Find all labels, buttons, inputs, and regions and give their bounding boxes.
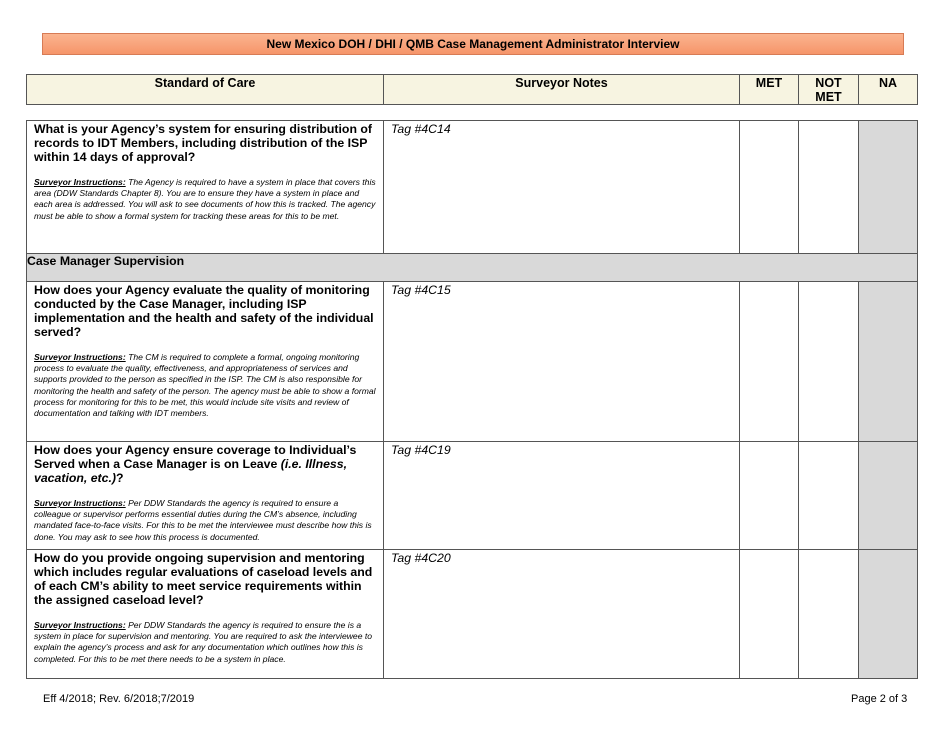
question-text: How do you provide ongoing supervision and mentoring which includes regular evaluations of caseload levels and of each CM’s ability to meet service requirements within the assigned caseload level?: [34, 551, 373, 607]
na-cell[interactable]: [859, 121, 918, 254]
met-cell[interactable]: [740, 550, 799, 679]
standard-cell: [27, 121, 384, 254]
interview-table: [26, 120, 918, 679]
header-not-met: NOT MET: [799, 75, 859, 105]
question-text: How does your Agency ensure coverage to Individual’s Served when a Case Manager is on Leave (i.e. Illness, vacation, etc.)?: [34, 443, 357, 485]
not-met-cell[interactable]: [799, 550, 859, 679]
not-met-cell[interactable]: [799, 442, 859, 550]
instructions-label: Surveyor Instructions:: [34, 498, 126, 508]
footer-revision: Eff 4/2018; Rev. 6/2018;7/2019: [43, 693, 195, 705]
tag-label: Tag #4C20: [391, 551, 451, 565]
instructions-label: Surveyor Instructions:: [34, 177, 126, 187]
table-header: [26, 74, 918, 105]
table-row: [27, 121, 918, 254]
not-met-cell[interactable]: [799, 121, 859, 254]
tag-label: Tag #4C15: [391, 283, 451, 297]
document-title: New Mexico DOH / DHI / QMB Case Management Administrator Interview: [42, 33, 904, 55]
standard-cell: [27, 282, 384, 442]
standard-cell: [27, 550, 384, 679]
surveyor-notes-cell[interactable]: [384, 121, 740, 254]
header-met: MET: [740, 75, 799, 105]
section-header-row: [27, 254, 918, 282]
question-text: What is your Agency’s system for ensuring distribution of records to IDT Members, including distribution of the ISP within 14 days of approval?: [34, 122, 372, 164]
header-na: NA: [859, 75, 918, 105]
surveyor-instructions: Surveyor Instructions: The Agency is required to have a system in place that covers this area (DDW Standards Chapter 8). You are to ensure they have a system in place and each area is addressed. You will ask to see documents of how this is tracked. The agency must be able to show a formal system for tracking these areas for this to be met.: [34, 177, 376, 221]
met-cell[interactable]: [740, 121, 799, 254]
na-cell[interactable]: [859, 550, 918, 679]
met-cell[interactable]: [740, 442, 799, 550]
header-standard-of-care: Standard of Care: [27, 75, 384, 105]
surveyor-instructions: Surveyor Instructions: The CM is required to complete a formal, ongoing monitoring process to evaluate the quality, effectiveness, and appropriateness of services and supports provided to the person as specified in the ISP. The CM is also responsible for monitoring the health and safety of the person. The agency must be able to show a formal process for monitoring for this to be met, this would include site visits and review of documentation and talking with IDT members.: [34, 352, 376, 419]
surveyor-notes-cell[interactable]: [384, 282, 740, 442]
section-title: Case Manager Supervision: [27, 254, 918, 282]
surveyor-notes-cell[interactable]: [384, 550, 740, 679]
footer-page-number: Page 2 of 3: [851, 693, 908, 705]
tag-label: Tag #4C14: [391, 122, 451, 136]
instructions-label: Surveyor Instructions:: [34, 620, 126, 630]
met-cell[interactable]: [740, 282, 799, 442]
table-row: [27, 550, 918, 679]
tag-label: Tag #4C19: [391, 443, 451, 457]
na-cell[interactable]: [859, 442, 918, 550]
surveyor-instructions: Surveyor Instructions: Per DDW Standards the agency is required to ensure the is a system in place for supervision and mentoring. You are required to ask the interviewee to explain the agency’s process and ask for any documentation which outlines how this is completed. For this to be met there needs to be a system in place.: [34, 620, 373, 664]
instructions-label: Surveyor Instructions:: [34, 352, 126, 362]
standard-cell: [27, 442, 384, 550]
surveyor-instructions: Surveyor Instructions: Per DDW Standards the agency is required to ensure a colleague or supervisor performs essential duties during the CM’s absence, including mandated face-to-face visits. For this to be met the interviewee must describe how this is done. You may ask to see how this process is documented.: [34, 498, 372, 542]
na-cell[interactable]: [859, 282, 918, 442]
table-row: [27, 282, 918, 442]
not-met-cell[interactable]: [799, 282, 859, 442]
table-row: [27, 442, 918, 550]
header-surveyor-notes: Surveyor Notes: [384, 75, 740, 105]
surveyor-notes-cell[interactable]: [384, 442, 740, 550]
question-text: How does your Agency evaluate the quality of monitoring conducted by the Case Manager, including ISP implementation and the health and safety of the individual served?: [34, 283, 374, 339]
